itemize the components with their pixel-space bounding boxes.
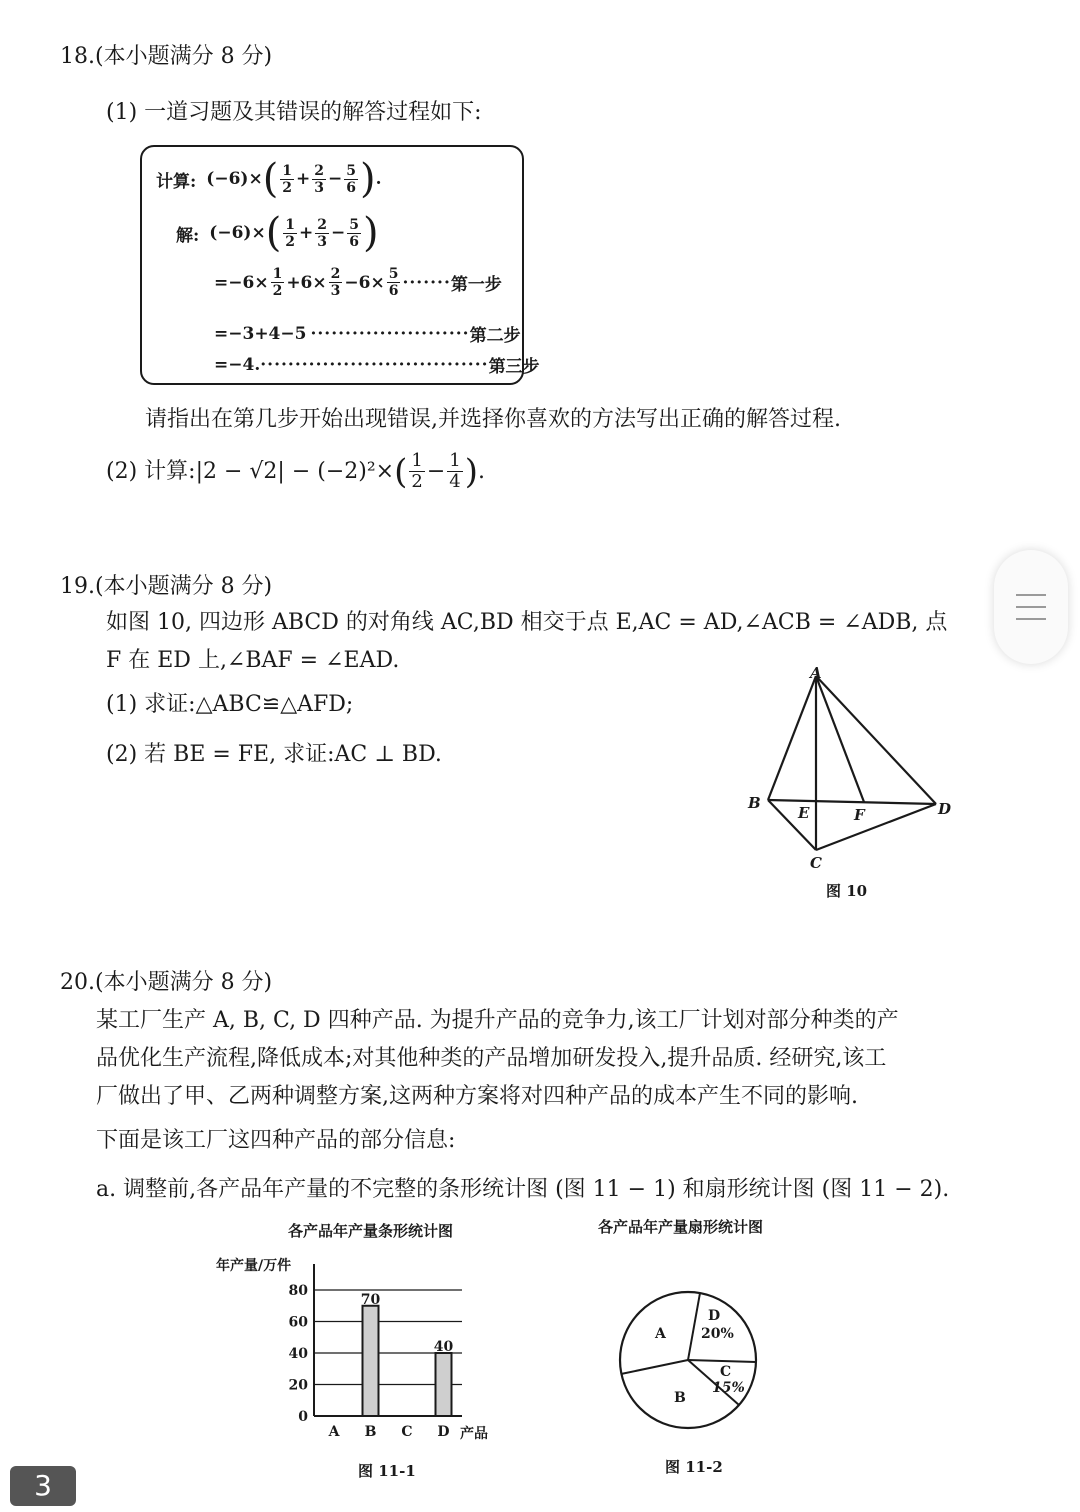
part2-frac1-num: 1 <box>411 450 423 471</box>
q18-instruction: 请指出在第几步开始出现错误,并选择你喜欢的方法写出正确的解答过程. <box>145 407 841 432</box>
pie-label-a: A <box>655 1326 666 1342</box>
step2-label: 第二步 <box>469 326 521 346</box>
point-f-label: F <box>854 806 865 824</box>
pie-label-c: C <box>720 1364 732 1380</box>
bar-ylabel: 年产量/万件 <box>216 1258 292 1274</box>
q18-header: 18.(本小题满分 8 分) <box>60 44 273 69</box>
bar-chart <box>210 1248 510 1448</box>
q20-item-a: a. 调整前,各产品年产量的不完整的条形统计图 (图 11 − 1) 和扇形统计图 (图 11 − 2). <box>96 1177 950 1202</box>
bar-ytick-label: 40 <box>288 1346 308 1362</box>
point-d-label: D <box>938 800 952 818</box>
bar-ytick-label: 20 <box>288 1377 308 1394</box>
segment-cd <box>816 804 936 850</box>
figure-10-caption: 图 10 <box>826 882 868 900</box>
step2-line: =−3+4−5 ······················· 第二步 <box>214 321 521 346</box>
pie-divider-d-c <box>688 1360 756 1362</box>
bar-xtick-label: C <box>401 1424 413 1440</box>
pie-chart-caption: 图 11-2 <box>665 1458 723 1476</box>
solve-line: 解: (−6)× ( $\frac{1}{2}$ + $\frac{2}{3}$ − $\frac{5}{6}$ ) <box>176 210 379 256</box>
step3-line: =−4. ································· 第三步 <box>214 352 540 377</box>
pie-percent-d: 20% <box>701 1326 734 1342</box>
bar-data-label: 40 <box>433 1339 454 1355</box>
calc-factor: (−6)× <box>206 169 263 189</box>
calc-frac3-num: 5 <box>346 162 357 179</box>
bar-xtick-label: A <box>328 1424 340 1440</box>
calc-frac2-den: 3 <box>314 179 325 196</box>
step1-frac3-den: 6 <box>388 283 399 299</box>
part2-frac2-num: 1 <box>449 450 461 471</box>
bar-xlabel: 产品 <box>460 1426 488 1442</box>
part2-frac1-den: 2 <box>411 471 423 492</box>
segment-bd <box>768 800 936 804</box>
calc-frac2-num: 2 <box>314 162 325 179</box>
q20-para3: 厂做出了甲、乙两种调整方案,这两种方案将对四种产品的成本产生不同的影响. <box>96 1084 858 1109</box>
step2-expr: =−3+4−5 <box>214 323 307 344</box>
solve-factor: (−6)× <box>209 223 266 243</box>
menu-line-icon <box>1016 618 1046 620</box>
point-c-label: C <box>810 854 822 872</box>
bar-ytick-label: 0 <box>298 1409 308 1425</box>
pie-divider-a-d <box>688 1293 700 1360</box>
q19-part1: (1) 求证:△ABC≌△AFD; <box>106 692 354 717</box>
bar-ytick-label: 80 <box>288 1283 308 1299</box>
solve-frac3-den: 6 <box>349 233 360 250</box>
segment-ab <box>768 676 816 800</box>
step1-frac3-num: 5 <box>388 266 399 282</box>
part2-frac2-den: 4 <box>449 471 461 492</box>
q20-header: 20.(本小题满分 8 分) <box>60 970 273 995</box>
bar-B <box>363 1306 379 1416</box>
step1-frac2-num: 2 <box>330 266 341 282</box>
point-b-label: B <box>748 794 761 812</box>
solve-label: 解: <box>176 225 200 246</box>
solve-frac1-num: 1 <box>285 216 296 233</box>
pie-divider-b-a <box>621 1360 688 1374</box>
q20-para1: 某工厂生产 A, B, C, D 四种产品. 为提升产品的竞争力,该工厂计划对部分种类的产 <box>96 1008 899 1033</box>
step1-line: =−6× $\frac{1}{2}$ +6× $\frac{2}{3}$ −6× $\frac{5}{6}$ ······· 第一步 <box>214 266 502 299</box>
point-a-label: A <box>810 664 822 682</box>
step3-label: 第三步 <box>488 357 540 377</box>
solve-frac2-den: 3 <box>317 233 328 250</box>
point-e-label: E <box>798 804 810 822</box>
figure-10 <box>740 662 970 902</box>
solve-frac3-num: 5 <box>349 216 360 233</box>
pie-chart-title: 各产品年产量扇形统计图 <box>598 1218 764 1236</box>
bar-chart-caption: 图 11-1 <box>358 1462 416 1480</box>
calc-line: 计算: (−6)× ( $\frac{1}{2}$ + $\frac{2}{3}$ − $\frac{5}{6}$ ) . <box>156 156 382 202</box>
bar-xtick-label: B <box>364 1424 377 1440</box>
pie-label-b: B <box>674 1390 686 1406</box>
step1-frac2-den: 3 <box>330 283 341 299</box>
q20-para4: 下面是该工厂这四种产品的部分信息: <box>96 1128 456 1153</box>
calc-frac1-den: 2 <box>282 179 293 196</box>
segment-ad <box>816 676 936 804</box>
step1-label: 第一步 <box>450 275 502 295</box>
step1-frac1-num: 1 <box>272 266 283 282</box>
q18-part2-prefix: (2) 计算:|2 − √2| − (−2)²× <box>106 458 395 484</box>
pie-chart <box>608 1280 768 1440</box>
bar-chart-title: 各产品年产量条形统计图 <box>288 1222 454 1240</box>
q19-line1: 如图 10, 四边形 ABCD 的对角线 AC,BD 相交于点 E,AC = AD,∠ACB = ∠ADB, 点 <box>106 610 948 635</box>
step3-expr: =−4. <box>214 354 261 375</box>
q18-part1-intro: (1) 一道习题及其错误的解答过程如下: <box>106 100 482 125</box>
q19-part2: (2) 若 BE = FE, 求证:AC ⊥ BD. <box>106 742 442 767</box>
step1-mid2: −6× <box>344 272 385 293</box>
q19-line2: F 在 ED 上,∠BAF = ∠EAD. <box>106 648 400 673</box>
q18-part2: (2) 计算:|2 − √2| − (−2)²× ( $\frac{1}{2}$ − $\frac{1}{4}$ ) . <box>106 450 485 492</box>
menu-line-icon <box>1016 606 1046 608</box>
solve-frac1-den: 2 <box>285 233 296 250</box>
calc-frac3-den: 6 <box>346 179 357 196</box>
calc-frac1-num: 1 <box>282 162 293 179</box>
menu-line-icon <box>1016 594 1046 596</box>
step1-frac1-den: 2 <box>272 283 283 299</box>
q20-para2: 品优化生产流程,降低成本;对其他种类的产品增加研发投入,提升品质. 经研究,该工 <box>96 1046 887 1071</box>
page-number-badge[interactable]: 3 <box>10 1466 76 1506</box>
calc-label: 计算: <box>156 171 197 192</box>
floating-menu-button[interactable] <box>994 550 1068 664</box>
bar-xtick-label: D <box>437 1424 450 1440</box>
segment-af <box>816 676 864 802</box>
solve-frac2-num: 2 <box>317 216 328 233</box>
step1-prefix: =−6× <box>214 272 269 293</box>
bar-D <box>436 1353 452 1416</box>
pie-percent-c: 15% <box>712 1380 745 1396</box>
bar-ytick-label: 60 <box>288 1314 308 1331</box>
bar-data-label: 70 <box>360 1291 381 1308</box>
solution-box <box>140 145 540 385</box>
step1-mid1: +6× <box>286 272 327 293</box>
pie-label-d: D <box>708 1308 721 1324</box>
q19-header: 19.(本小题满分 8 分) <box>60 574 273 599</box>
